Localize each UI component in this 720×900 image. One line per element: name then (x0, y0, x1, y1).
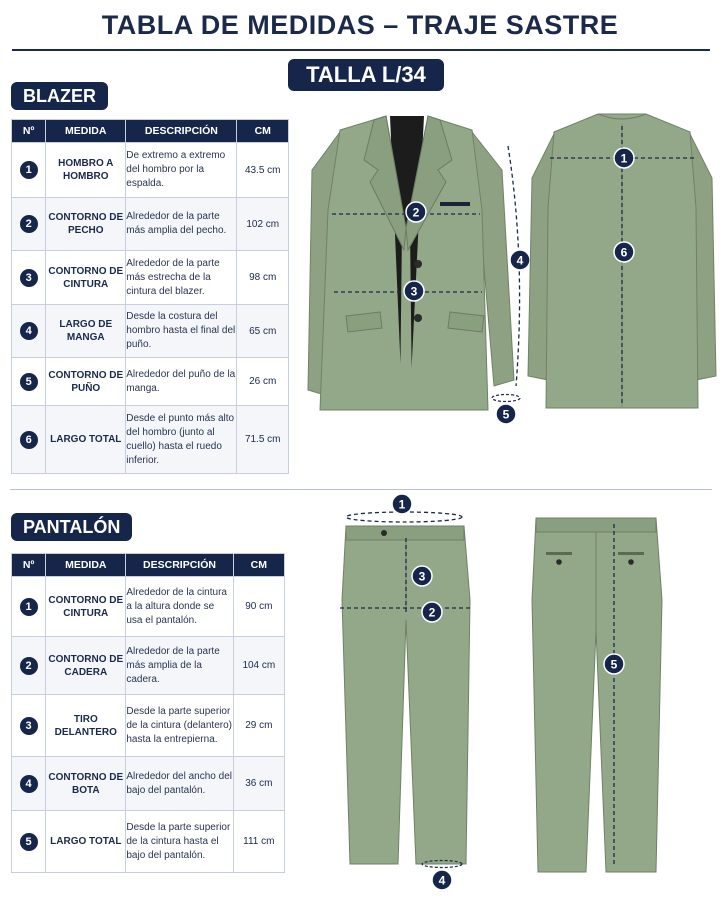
pantalon-section-label: PANTALÓN (11, 513, 132, 541)
row-cm: 43.5 cm (237, 143, 289, 198)
table-row (12, 695, 285, 757)
header-num: Nº (12, 120, 46, 143)
row-medida: LARGO TOTAL (46, 406, 126, 474)
row-number-badge: 2 (20, 657, 38, 675)
marker-label: 2 (412, 205, 420, 220)
row-number-badge: 4 (20, 775, 38, 793)
marker-label: 4 (438, 873, 446, 888)
row-descripcion: De extremo a extremo del hombro por la espalda. (126, 143, 237, 198)
title-rule (12, 49, 710, 51)
marker-label: 6 (620, 245, 628, 260)
blazer-front-illustration (304, 110, 534, 430)
row-descripcion: Alrededor del ancho del bajo del pantalón. (126, 757, 233, 811)
row-number-badge: 3 (20, 269, 38, 287)
pants-front-illustration (334, 490, 484, 892)
row-descripcion: Alrededor de la cintura a la altura donde se usa el pantalón. (126, 577, 233, 637)
table-row (12, 757, 285, 811)
header-medida: MEDIDA (46, 120, 126, 143)
marker-label: 1 (398, 497, 406, 512)
row-descripcion: Desde la parte superior de la cintura hasta el bajo del pantalón. (126, 811, 233, 873)
table-row (12, 305, 289, 358)
blazer-front-panel (400, 230, 412, 400)
row-number-badge: 1 (20, 161, 38, 179)
header-num: Nº (12, 554, 46, 577)
row-cm: 65 cm (237, 305, 289, 358)
row-cm: 36 cm (233, 757, 284, 811)
pocket-button (556, 559, 562, 565)
right-flap-pocket (448, 312, 484, 332)
table-row (12, 406, 289, 474)
header-descripcion: DESCRIPCIÓN (126, 554, 233, 577)
marker-label: 1 (620, 151, 628, 166)
row-cm: 90 cm (233, 577, 284, 637)
table-row (12, 198, 289, 251)
page-title: TABLA DE MEDIDAS – TRAJE SASTRE (101, 10, 619, 40)
row-cm: 26 cm (237, 358, 289, 406)
row-number-badge: 4 (20, 322, 38, 340)
table-row (12, 358, 289, 406)
button (414, 260, 422, 268)
table-row (12, 811, 285, 873)
row-descripcion: Alrededor de la parte más amplia de la cadera. (126, 637, 233, 695)
pants-back-body (532, 518, 662, 872)
table-row (12, 143, 289, 198)
waistband (536, 518, 656, 532)
row-descripcion: Alrededor de la parte más estrecha de la cintura del blazer. (126, 251, 237, 305)
row-number-badge: 1 (20, 598, 38, 616)
row-descripcion: Alrededor del puño de la manga. (126, 358, 237, 406)
header-cm: CM (237, 120, 289, 143)
marker-label: 3 (418, 569, 426, 584)
row-number-badge: 6 (20, 431, 38, 449)
pocket-button (628, 559, 634, 565)
row-cm: 102 cm (237, 198, 289, 251)
size-badge: TALLA L/34 (288, 59, 444, 91)
row-cm: 71.5 cm (237, 406, 289, 474)
marker-label: 2 (428, 605, 436, 620)
table-row (12, 577, 285, 637)
back-pocket-left (546, 552, 572, 555)
blazer-section-label: BLAZER (11, 82, 108, 110)
row-descripcion: Alrededor de la parte más amplia del pecho. (126, 198, 237, 251)
row-number-badge: 5 (20, 833, 38, 851)
row-medida: CONTORNO DE CINTURA (46, 577, 126, 637)
header-descripcion: DESCRIPCIÓN (126, 120, 237, 143)
row-cm: 104 cm (233, 637, 284, 695)
row-medida: LARGO DE MANGA (46, 305, 126, 358)
table-row (12, 251, 289, 305)
row-medida: CONTORNO DE CINTURA (46, 251, 126, 305)
row-medida: CONTORNO DE BOTA (46, 757, 126, 811)
cuff-line (492, 395, 520, 402)
row-number-badge: 3 (20, 717, 38, 735)
left-flap-pocket (346, 312, 382, 332)
row-descripcion: Desde la parte superior de la cintura (delantero) hasta la entrepierna. (126, 695, 233, 757)
marker-label: 3 (410, 284, 418, 299)
back-pocket-right (618, 552, 644, 555)
row-cm: 111 cm (233, 811, 284, 873)
row-cm: 29 cm (233, 695, 284, 757)
table-row (12, 637, 285, 695)
marker-label: 5 (610, 657, 618, 672)
row-medida: LARGO TOTAL (46, 811, 126, 873)
row-cm: 98 cm (237, 251, 289, 305)
row-medida: CONTORNO DE PECHO (46, 198, 126, 251)
row-medida: CONTORNO DE PUÑO (46, 358, 126, 406)
blazer-back-illustration (526, 108, 718, 413)
row-descripcion: Desde la costura del hombro hasta el final del puño. (126, 305, 237, 358)
row-medida: HOMBRO A HOMBRO (46, 143, 126, 198)
waist-button (381, 530, 387, 536)
header-medida: MEDIDA (46, 554, 126, 577)
row-descripcion: Desde el punto más alto del hombro (junto al cuello) hasta el ruedo inferior. (126, 406, 237, 474)
breast-pocket (440, 202, 470, 206)
blazer-measure-table (11, 119, 289, 474)
pantalon-measure-table (11, 553, 285, 873)
header-cm: CM (233, 554, 284, 577)
row-number-badge: 5 (20, 373, 38, 391)
row-number-badge: 2 (20, 215, 38, 233)
row-medida: CONTORNO DE CADERA (46, 637, 126, 695)
button (414, 314, 422, 322)
marker-label: 5 (502, 407, 510, 422)
row-medida: TIRO DELANTERO (46, 695, 126, 757)
pants-back-illustration (526, 510, 676, 878)
waistband (346, 526, 464, 540)
marker-label: 4 (516, 253, 524, 268)
